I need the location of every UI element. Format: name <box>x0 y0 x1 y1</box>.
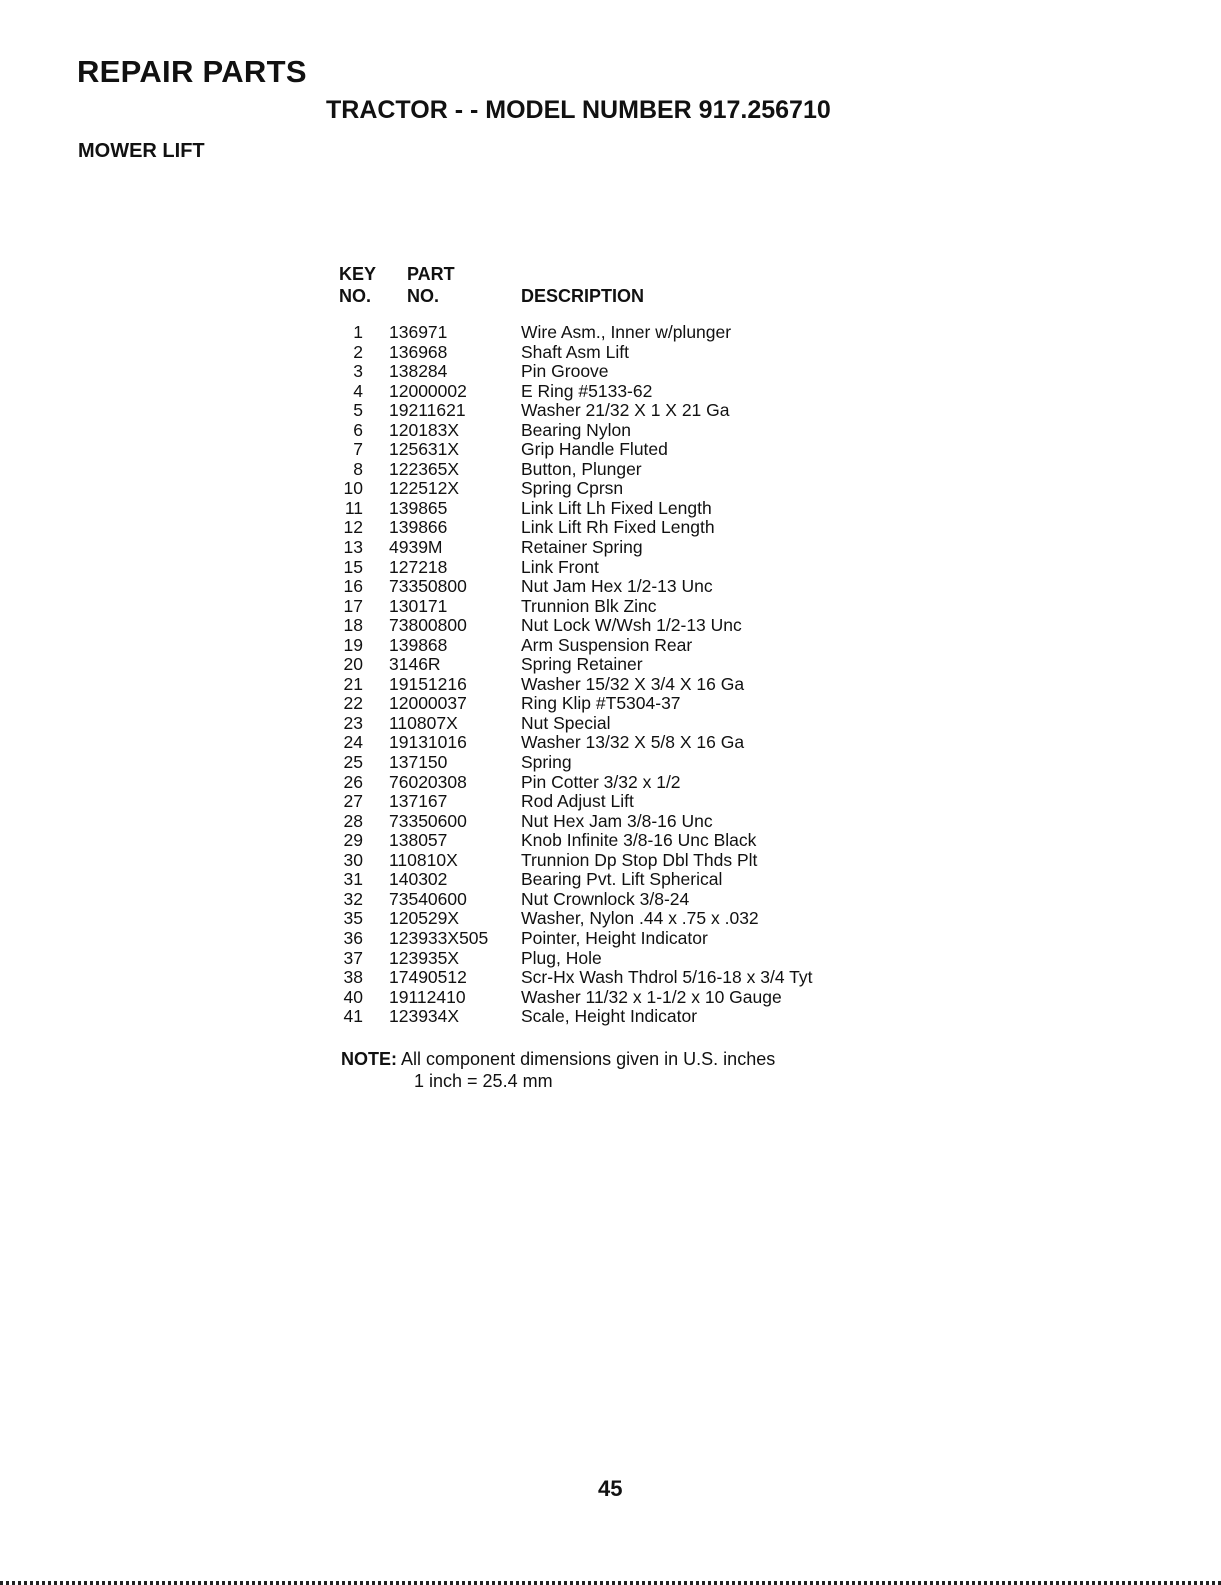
model-subtitle: TRACTOR - - MODEL NUMBER 917.256710 <box>326 96 831 124</box>
description-cell: Washer, Nylon .44 x .75 x .032 <box>521 908 759 929</box>
key-no-cell: 32 <box>343 888 363 909</box>
description-cell: Spring <box>521 752 572 773</box>
key-no-cell: 18 <box>343 615 363 636</box>
key-no-cell: 3 <box>353 361 363 382</box>
note-line1: All component dimensions given in U.S. inches <box>401 1049 776 1069</box>
part-no-cell: 3146R <box>389 654 441 675</box>
table-row <box>335 538 895 558</box>
part-no-cell: 140302 <box>389 869 448 890</box>
table-row <box>335 812 895 832</box>
key-no-cell: 13 <box>343 537 363 558</box>
description-cell: Ring Klip #T5304-37 <box>521 693 681 714</box>
part-no-cell: 138284 <box>389 361 448 382</box>
part-no-cell: 122512X <box>389 478 460 499</box>
part-no-cell: 76020308 <box>389 771 467 792</box>
part-header-line2: NO. <box>407 286 440 306</box>
table-row <box>335 831 895 851</box>
description-cell: Trunnion Blk Zinc <box>521 595 657 616</box>
part-no-cell: 120529X <box>389 908 460 929</box>
key-no-cell: 1 <box>353 322 363 342</box>
description-cell: Scale, Height Indicator <box>521 1006 698 1027</box>
part-no-cell: 4939M <box>389 537 443 558</box>
key-no-cell: 28 <box>343 810 363 831</box>
description-cell: Arm Suspension Rear <box>521 634 693 655</box>
description-cell: Nut Lock W/Wsh 1/2-13 Unc <box>521 615 742 636</box>
description-cell: Washer 15/32 X 3/4 X 16 Ga <box>521 673 745 694</box>
part-no-cell: 120183X <box>389 419 460 440</box>
key-no-cell: 15 <box>343 556 363 577</box>
key-no-cell: 21 <box>343 673 363 694</box>
key-no-cell: 26 <box>343 771 363 792</box>
table-row <box>335 421 895 441</box>
part-no-cell: 136968 <box>389 341 448 362</box>
table-row <box>335 460 895 480</box>
scan-edge-divider <box>0 1581 1221 1585</box>
table-row <box>335 968 895 988</box>
table-row <box>335 362 895 382</box>
part-header-line1: PART <box>407 264 455 284</box>
part-no-cell: 19151216 <box>389 673 467 694</box>
table-row <box>335 773 895 793</box>
part-no-cell: 139868 <box>389 634 448 655</box>
description-cell: Nut Hex Jam 3/8-16 Unc <box>521 810 713 831</box>
part-no-cell: 123935X <box>389 947 460 968</box>
part-no-cell: 125631X <box>389 439 460 460</box>
part-no-cell: 122365X <box>389 458 460 479</box>
key-header-line2: NO. <box>339 286 372 306</box>
key-no-cell: 23 <box>343 712 363 733</box>
key-no-cell: 36 <box>343 927 363 948</box>
key-no-cell: 27 <box>343 791 363 812</box>
key-no-cell: 11 <box>344 497 363 518</box>
description-cell: Wire Asm., Inner w/plunger <box>521 322 732 342</box>
table-row <box>335 1007 895 1027</box>
table-row <box>335 870 895 890</box>
description-cell: Shaft Asm Lift <box>521 341 629 362</box>
key-no-cell: 5 <box>353 400 363 421</box>
part-no-header <box>407 263 455 307</box>
description-cell: Knob Infinite 3/8-16 Unc Black <box>521 830 757 851</box>
table-row <box>335 694 895 714</box>
key-no-cell: 38 <box>343 967 363 988</box>
part-no-cell: 19112410 <box>389 986 466 1007</box>
key-no-cell: 25 <box>343 752 363 773</box>
key-no-cell: 2 <box>353 341 363 362</box>
description-cell: Plug, Hole <box>521 947 602 968</box>
description-cell: Trunnion Dp Stop Dbl Thds Plt <box>521 849 758 870</box>
description-cell: Washer 11/32 x 1-1/2 x 10 Gauge <box>521 986 782 1007</box>
table-row <box>335 558 895 578</box>
key-header-line1: KEY <box>339 264 377 284</box>
part-no-cell: 19211621 <box>389 400 466 421</box>
description-cell: Nut Jam Hex 1/2-13 Unc <box>521 576 713 597</box>
description-cell: Button, Plunger <box>521 458 642 479</box>
description-cell: Spring Retainer <box>521 654 643 675</box>
key-no-cell: 20 <box>343 654 363 675</box>
part-no-cell: 12000037 <box>389 693 467 714</box>
description-cell: Pointer, Height Indicator <box>521 927 708 948</box>
description-cell: Pin Cotter 3/32 x 1/2 <box>521 771 681 792</box>
description-cell: Grip Handle Fluted <box>521 439 668 460</box>
part-no-cell: 17490512 <box>389 967 467 988</box>
table-row <box>335 401 895 421</box>
table-row <box>335 792 895 812</box>
table-row <box>335 382 895 402</box>
description-cell: Bearing Pvt. Lift Spherical <box>521 869 723 890</box>
description-cell: Pin Groove <box>521 361 609 382</box>
description-cell: Nut Special <box>521 712 611 733</box>
table-row <box>335 949 895 969</box>
part-no-cell: 137150 <box>389 752 448 773</box>
part-no-cell: 123933X505 <box>389 927 489 948</box>
description-header: DESCRIPTION <box>521 286 645 306</box>
table-row <box>335 323 895 343</box>
description-cell: E Ring #5133-62 <box>521 380 653 401</box>
part-no-cell: 139866 <box>389 517 448 538</box>
key-no-cell: 35 <box>343 908 363 929</box>
key-no-cell: 24 <box>343 732 363 753</box>
key-no-cell: 8 <box>353 458 363 479</box>
key-no-cell: 12 <box>343 517 363 538</box>
part-no-cell: 138057 <box>389 830 448 851</box>
table-row <box>335 988 895 1008</box>
part-no-cell: 123934X <box>389 1006 460 1027</box>
table-row <box>335 343 895 363</box>
key-no-cell: 4 <box>353 380 363 401</box>
key-no-cell: 16 <box>343 576 363 597</box>
key-no-cell: 29 <box>343 830 363 851</box>
section-heading: MOWER LIFT <box>78 140 205 162</box>
table-row <box>335 890 895 910</box>
table-row <box>335 714 895 734</box>
table-row <box>335 675 895 695</box>
table-row <box>335 929 895 949</box>
description-cell: Link Lift Rh Fixed Length <box>521 517 715 538</box>
description-cell: Link Front <box>521 556 599 577</box>
description-cell: Retainer Spring <box>521 537 643 558</box>
part-no-cell: 110807X <box>389 712 458 733</box>
parts-table <box>335 323 895 1027</box>
description-cell: Washer 13/32 X 5/8 X 16 Ga <box>521 732 745 753</box>
note <box>341 1048 775 1070</box>
description-cell: Washer 21/32 X 1 X 21 Ga <box>521 400 730 421</box>
note-line2: 1 inch = 25.4 mm <box>414 1071 553 1091</box>
table-row <box>335 479 895 499</box>
key-no-cell: 37 <box>343 947 363 968</box>
table-row <box>335 499 895 519</box>
table-row <box>335 597 895 617</box>
page-number: 45 <box>598 1476 623 1501</box>
key-no-cell: 31 <box>343 869 363 890</box>
part-no-cell: 139865 <box>389 497 448 518</box>
key-no-cell: 30 <box>343 849 363 870</box>
description-cell: Bearing Nylon <box>521 419 631 440</box>
table-row <box>335 733 895 753</box>
key-no-cell: 10 <box>343 478 363 499</box>
description-cell: Nut Crownlock 3/8-24 <box>521 888 690 909</box>
table-row <box>335 518 895 538</box>
part-no-cell: 137167 <box>389 791 448 812</box>
part-no-cell: 73350800 <box>389 576 467 597</box>
description-cell: Rod Adjust Lift <box>521 791 634 812</box>
key-no-cell: 40 <box>343 986 363 1007</box>
table-row <box>335 753 895 773</box>
table-row <box>335 655 895 675</box>
key-no-cell: 41 <box>343 1006 363 1027</box>
part-no-cell: 12000002 <box>389 380 467 401</box>
key-no-cell: 6 <box>353 419 363 440</box>
table-row <box>335 577 895 597</box>
description-cell: Link Lift Lh Fixed Length <box>521 497 712 518</box>
part-no-cell: 73540600 <box>389 888 467 909</box>
key-no-cell: 22 <box>343 693 363 714</box>
key-no-cell: 17 <box>343 595 363 616</box>
part-no-cell: 110810X <box>389 849 458 870</box>
key-no-cell: 19 <box>343 634 363 655</box>
part-no-cell: 127218 <box>389 556 448 577</box>
part-no-cell: 130171 <box>389 595 448 616</box>
key-no-cell: 7 <box>353 439 363 460</box>
table-row <box>335 851 895 871</box>
note-label: NOTE: <box>341 1049 397 1069</box>
table-row <box>335 909 895 929</box>
key-no-header <box>339 263 376 307</box>
part-no-cell: 73800800 <box>389 615 467 636</box>
description-cell: Scr-Hx Wash Thdrol 5/16-18 x 3/4 Tyt <box>521 967 813 988</box>
table-row <box>335 616 895 636</box>
part-no-cell: 73350600 <box>389 810 467 831</box>
page-title: REPAIR PARTS <box>77 54 307 89</box>
description-cell: Spring Cprsn <box>521 478 624 499</box>
table-row <box>335 636 895 656</box>
part-no-cell: 19131016 <box>389 732 467 753</box>
part-no-cell: 136971 <box>389 322 448 342</box>
table-row <box>335 440 895 460</box>
